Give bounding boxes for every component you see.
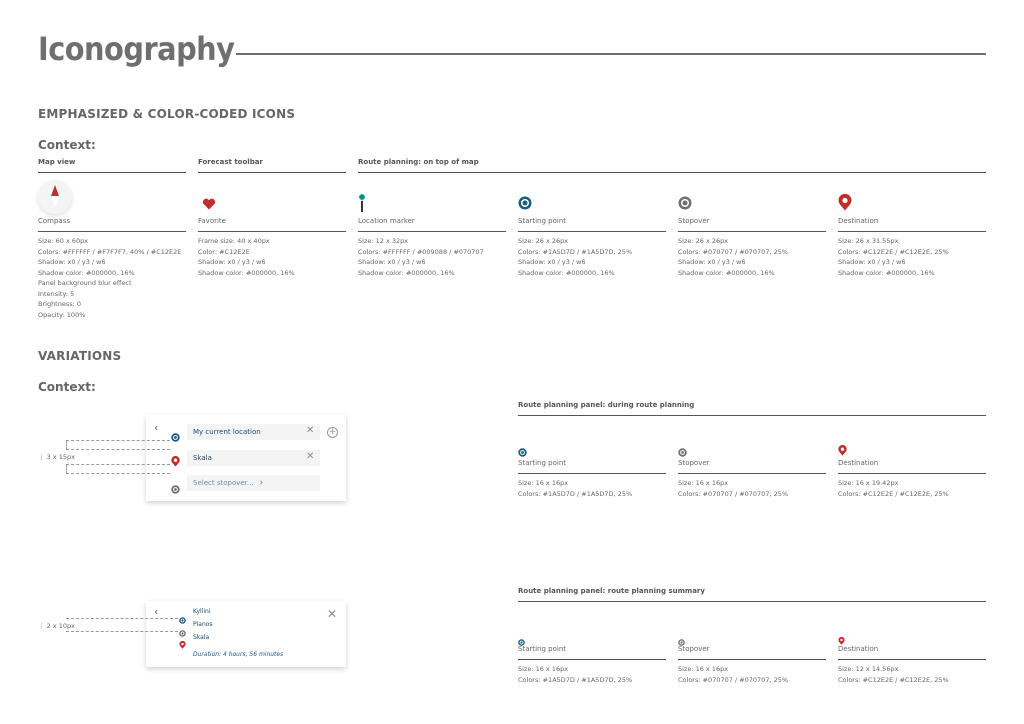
select-stopover-field[interactable] xyxy=(187,475,320,491)
context-divider xyxy=(198,172,346,173)
stopover-icon xyxy=(678,631,685,638)
starting-point-icon xyxy=(518,195,532,209)
context-divider xyxy=(358,172,986,173)
label-divider xyxy=(838,231,986,232)
destination-icon xyxy=(838,194,852,211)
spacing-label: ⋮ 3 x 15px xyxy=(38,453,75,461)
starting-point-icon xyxy=(179,609,186,616)
context-divider xyxy=(518,601,986,602)
heart-icon xyxy=(202,195,216,207)
starting-point-label: Starting point xyxy=(518,645,567,653)
chevron-left-icon[interactable]: ‹ xyxy=(154,605,159,618)
route-duration: Duration: 4 hours, 56 minutes xyxy=(193,651,284,658)
select-stopover-placeholder: Select stopover... xyxy=(193,479,254,487)
stopover-spec: Size: 16 x 16px Colors: #070707 / #070707, 25% xyxy=(678,665,789,684)
title-divider xyxy=(236,53,986,55)
stopover-label: Stopover xyxy=(678,645,710,653)
summary-start: Kyllini xyxy=(193,608,211,615)
summary-destination: Skala xyxy=(193,634,210,641)
context-label-route-planning: Route planning: on top of map xyxy=(358,158,479,166)
spacing-guide xyxy=(66,464,170,474)
starting-point-spec: Size: 16 x 16px Colors: #1A5D7D / #1A5D7D, 25% xyxy=(518,479,633,498)
context-divider xyxy=(38,172,186,173)
stopover-icon xyxy=(171,479,180,488)
chevron-right-icon: › xyxy=(259,478,264,488)
starting-point-spec: Size: 16 x 16px Colors: #1A5D7D / #1A5D7D, 25% xyxy=(518,665,633,684)
compass-label: Compass xyxy=(38,217,71,225)
starting-point-icon xyxy=(171,427,180,436)
spacing-guide xyxy=(66,631,178,632)
emphasized-heading: EMPHASIZED & COLOR-CODED ICONS xyxy=(38,107,296,121)
add-icon[interactable]: + xyxy=(328,427,337,437)
label-divider xyxy=(678,473,826,474)
destination-icon xyxy=(838,441,847,452)
stopover-spec: Size: 26 x 26px Colors: #070707 / #070707, 25% Shadow: x0 / y3 / w6 Shadow color: #000000, 16% xyxy=(678,237,789,277)
destination-icon xyxy=(838,630,845,638)
start-location-field[interactable] xyxy=(187,424,320,440)
stopover-label: Stopover xyxy=(678,459,710,467)
favorite-label: Favorite xyxy=(198,217,226,225)
stopover-icon xyxy=(678,195,692,209)
start-location-value: My current location xyxy=(193,428,261,436)
label-divider xyxy=(838,659,986,660)
label-divider xyxy=(518,231,666,232)
chevron-left-icon[interactable]: ‹ xyxy=(154,421,159,434)
location-marker-icon xyxy=(358,193,366,213)
label-divider xyxy=(198,231,346,232)
clear-start-icon[interactable]: ✕ xyxy=(306,425,315,436)
destination-label: Destination xyxy=(838,217,879,225)
spacing-guide xyxy=(66,618,178,619)
destination-spec: Size: 26 x 31.55px Colors: #C12E2E / #C12E2E, 25% Shadow: x0 / y3 / w6 Shadow color: #000000, 16% xyxy=(838,237,949,277)
starting-point-spec: Size: 26 x 26px Colors: #1A5D7D / #1A5D7D, 25% Shadow: x0 / y3 / w6 Shadow color: #000000, 16% xyxy=(518,237,633,277)
starting-point-label: Starting point xyxy=(518,459,567,467)
summary-planning-label: Route planning panel: route planning summary xyxy=(518,587,705,595)
summary-stopover: Planos xyxy=(193,621,213,628)
close-icon[interactable]: ✕ xyxy=(327,607,338,621)
emphasized-context-heading: Context: xyxy=(38,138,96,152)
favorite-spec: Frame size: 40 x 40px Color: #C12E2E Shadow: x0 / y3 / w6 Shadow color: #000000, 16% xyxy=(198,237,295,277)
compass-icon xyxy=(38,180,72,214)
starting-point-icon xyxy=(518,442,527,451)
stopover-spec: Size: 16 x 16px Colors: #070707 / #070707, 25% xyxy=(678,479,789,498)
variations-heading: VARIATIONS xyxy=(38,349,122,363)
label-divider xyxy=(838,473,986,474)
context-label-map-view: Map view xyxy=(38,158,76,166)
context-divider xyxy=(518,415,986,416)
page-title: Iconography xyxy=(38,30,235,68)
spacing-guide xyxy=(66,440,170,450)
label-divider xyxy=(678,659,826,660)
destination-value: Skala xyxy=(193,454,212,462)
label-divider xyxy=(518,473,666,474)
label-divider xyxy=(38,231,186,232)
destination-spec: Size: 12 x 14.56px Colors: #C12E2E / #C12E2E, 25% xyxy=(838,665,949,684)
context-label-forecast-toolbar: Forecast toolbar xyxy=(198,158,263,166)
destination-spec: Size: 16 x 19.42px Colors: #C12E2E / #C12E2E, 25% xyxy=(838,479,949,498)
destination-label: Destination xyxy=(838,645,879,653)
destination-icon xyxy=(171,452,180,463)
starting-point-label: Starting point xyxy=(518,217,567,225)
stopover-label: Stopover xyxy=(678,217,710,225)
location-marker-spec: Size: 12 x 32px Colors: #FFFFFF / #009088 / #070707 Shadow: x0 / y3 / w6 Shadow color: #000000, 16% xyxy=(358,237,484,277)
location-marker-label: Location marker xyxy=(358,217,415,225)
stopover-icon xyxy=(179,622,186,629)
variations-context-heading: Context: xyxy=(38,380,96,394)
destination-label: Destination xyxy=(838,459,879,467)
starting-point-icon xyxy=(518,631,525,638)
label-divider xyxy=(518,659,666,660)
destination-field[interactable] xyxy=(187,450,320,466)
stopover-icon xyxy=(678,442,687,451)
destination-icon xyxy=(179,634,186,642)
during-planning-label: Route planning panel: during route planning xyxy=(518,401,695,409)
label-divider xyxy=(358,231,506,232)
spacing-label: ⋮ 2 x 10px xyxy=(38,622,75,630)
compass-spec: Size: 60 x 60px Colors: #FFFFFF / #F7F7F7, 40% / #C12E2E Shadow: x0 / y3 / w6 Shadow color: #000000, 16% Panel background blur effect Intensity: 5 Brightness: 0 Opacity: 100% xyxy=(38,237,182,319)
clear-destination-icon[interactable]: ✕ xyxy=(306,451,315,462)
label-divider xyxy=(678,231,826,232)
